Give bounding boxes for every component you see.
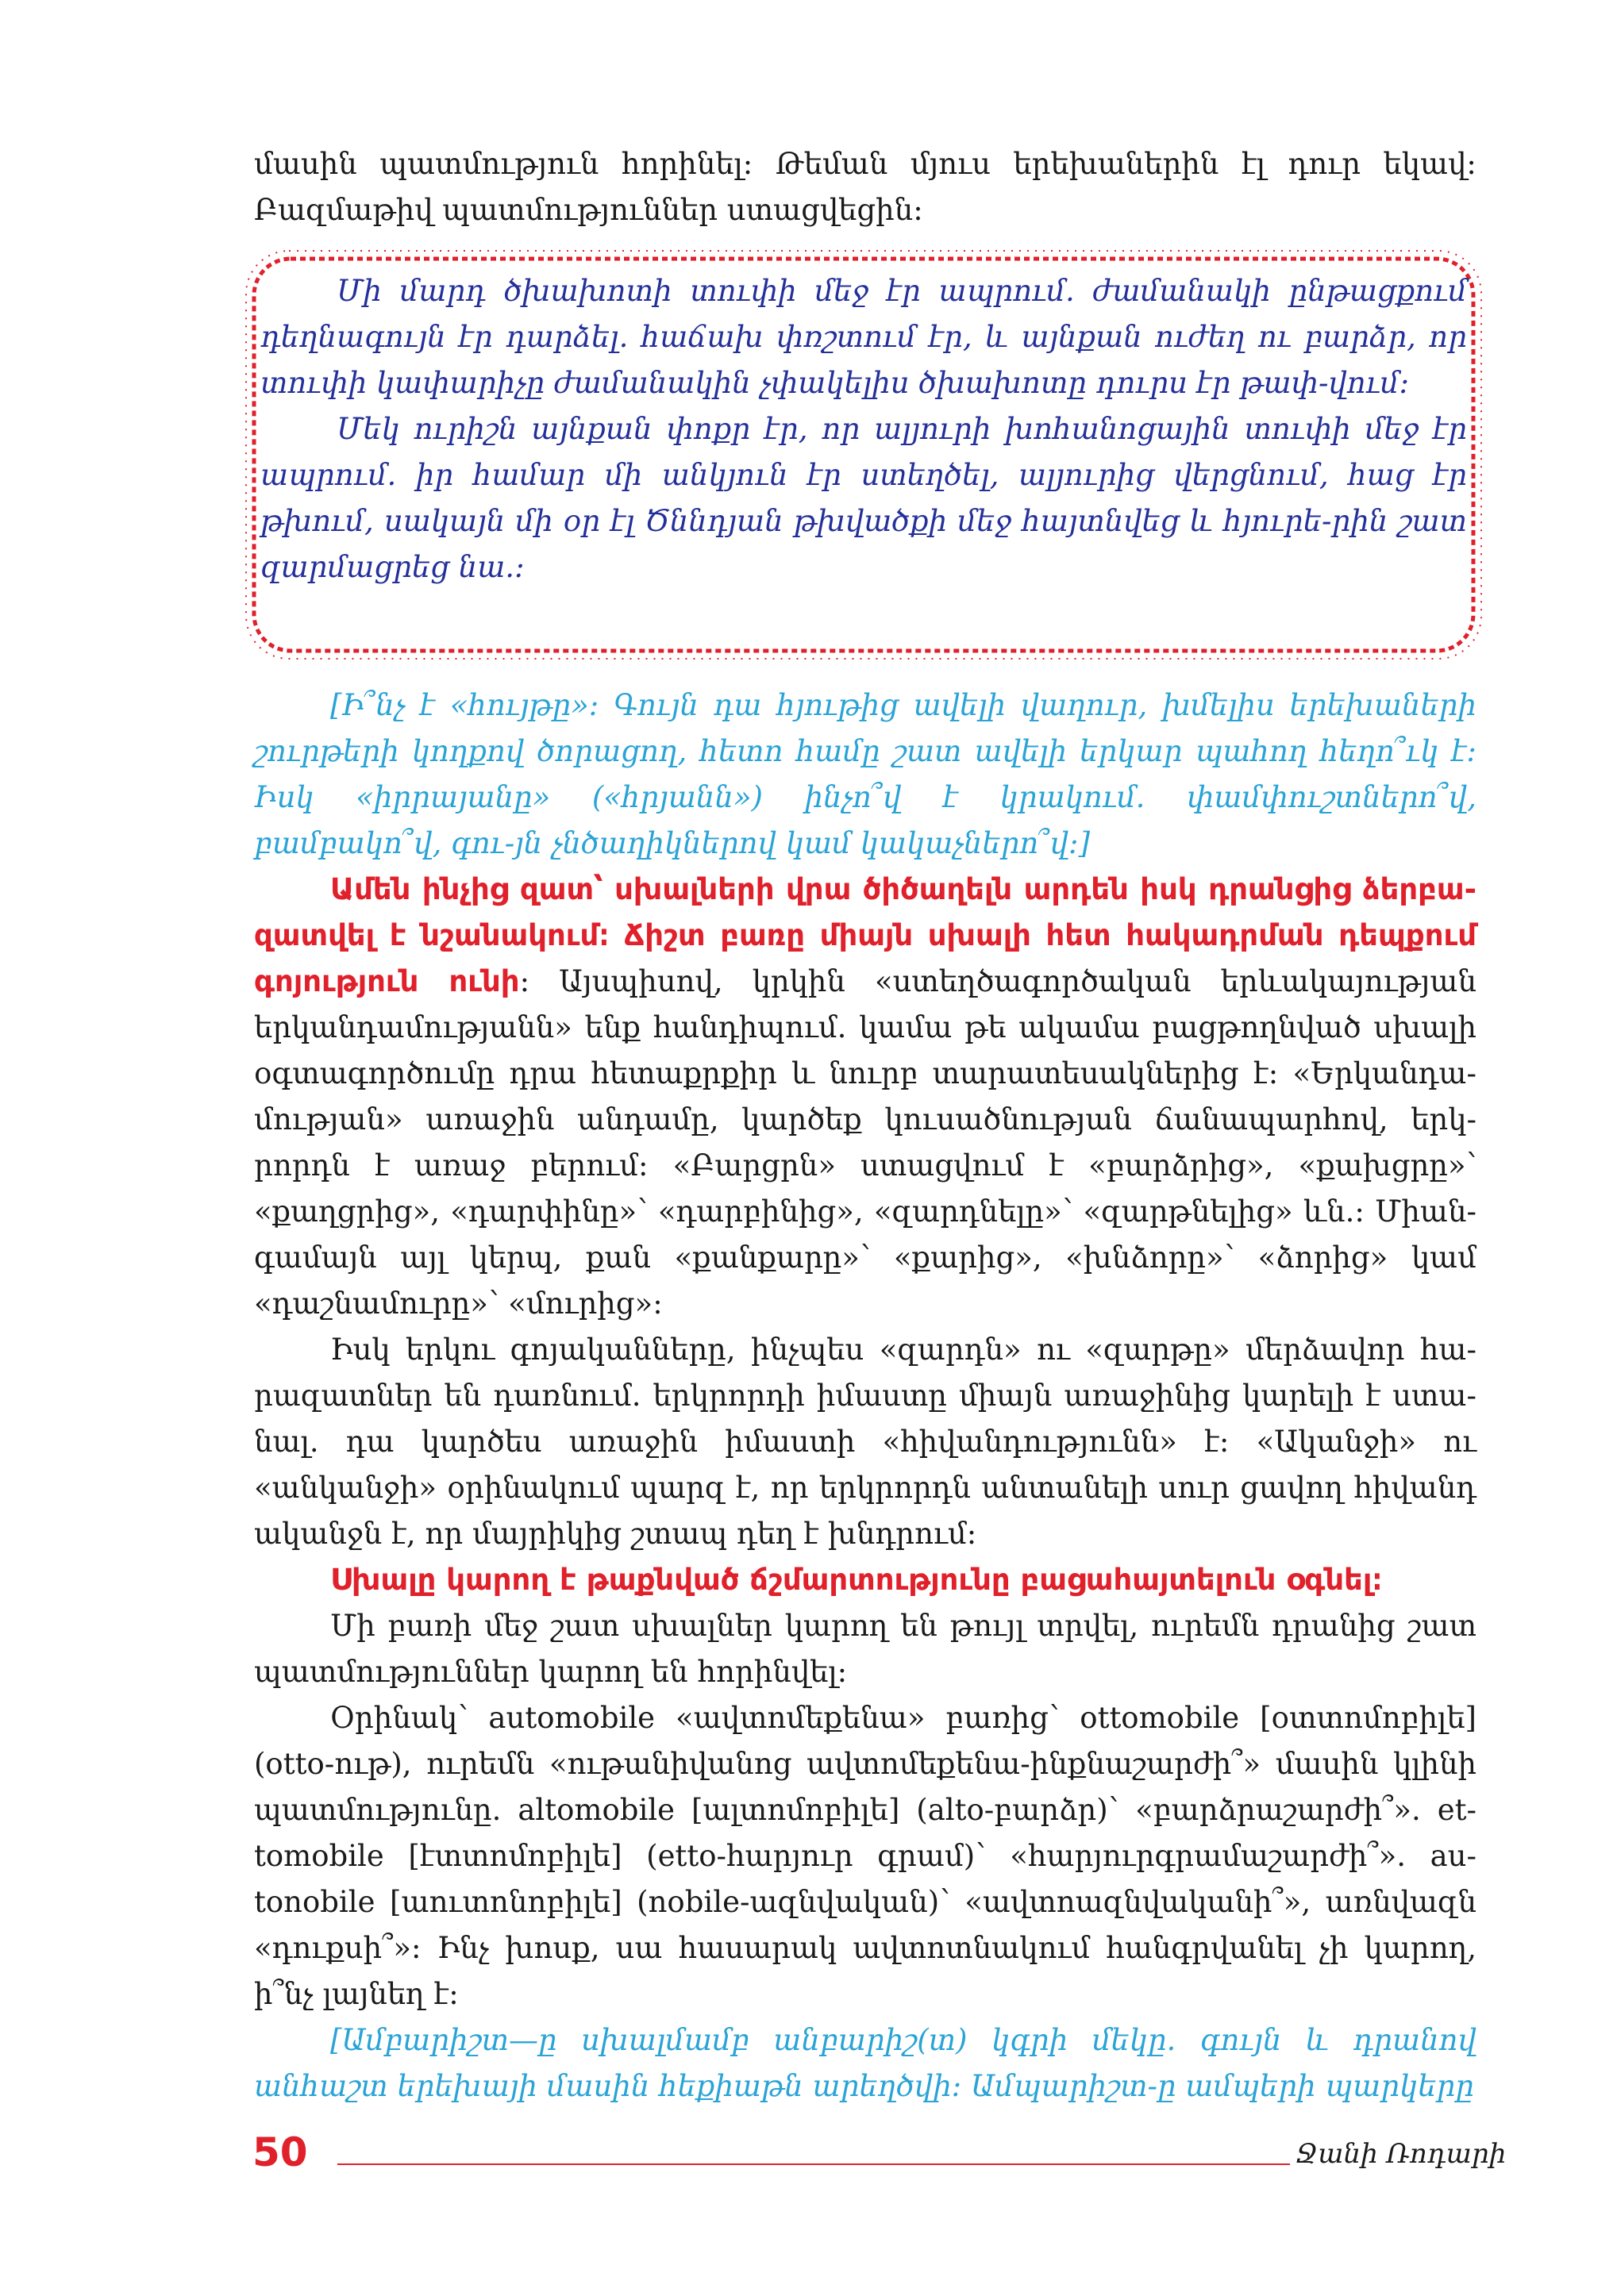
quote-text <box>260 268 1467 590</box>
quote-frame <box>244 249 1483 660</box>
paragraph-3: Մի բառի մեջ շատ սխալներ կարող են թույլ տրվել, ուրեմն դրանից շատ պատմություններ կարող են հորինվել։ <box>254 1609 1476 1689</box>
paragraph-2: Իսկ երկու գոյականները, ինչպես «զարդն» ու «զարթը» մերձավոր հա-րազատներ են դառնում. երկրորդի իմաստը միայն առաջինից կարելի է ստա-նալ. դա կարծես առաջին իմաստի «հիվանդությունն» է։ «Ականջի» ու «անկանջի» օրինակում պարզ է, որ երկրորդն անտանելի սուր ցավող հիվանդ ականջն է, որ մայրիկից շտապ դեղ է խնդրում։ <box>254 1333 1476 1551</box>
red-heading: Սխալը կարող է թաքնված ճշմարտությունը բացահայտելուն օգնել։ <box>330 1563 1383 1597</box>
footer-author: Ջանի Ռոդարի <box>1296 2138 1507 2170</box>
quote-paragraph-2: Մեկ ուրիշն այնքան փոքր էր, որ ալյուրի խոհանոցային տուփի մեջ էր ապրում. իր համար մի անկյուն էր ստեղծել, ալյուրից վերցնում, հաց էր թխում, սակայն մի օր էլ Ծննդյան թխվածքի մեջ հայտնվեց և հյուրե-րին շատ զարմացրեց նա.։ <box>260 412 1467 584</box>
footer-divider <box>337 2163 1290 2165</box>
page-number: 50 <box>252 2129 308 2175</box>
editor-note-2: [Ամբարիշտ—ը սխալմամբ անբարիշ(տ) կգրի մեկը. գույն և դրանով անհաշտ երեխայի մասին հեքիաթն արեղծվի։ Ամպարիշտ-ը ամպերի պարկերը <box>254 2023 1476 2103</box>
paragraph-4: Օրինակ՝ automobile «ավտոմեքենա» բառից՝ ottomobile [օտտոմոբիլե] (otto-ութ), ուրեմն «ութանիվանոց ավտոմեքենա-ինքնաշարժի՞» մասին կլինի պատմությունը. altomobile [ալտոմոբիլե] (alto-բարձր)՝ «բարձրաշարժի՞». et-tomobile [էտտոմոբիլե] (etto-հարյուր գրամ)՝ «հարյուրգրամաշարժի՞». au-tonobile [աուտոնոբիլե] (nobile-ազնվական)՝ «ավտոազնվականի՞», առնվազն «դուքսի՞»։ Ինչ խոսք, սա հասարակ ավտոտնակում հանգրվանել չի կարող, ի՞նչ լայնեղ է։ <box>254 1701 1476 2011</box>
paragraph-1 <box>254 867 1476 1327</box>
paragraph-1-text: ։ Այսպիսով, կրկին «ստեղծագործական երևակայության երկանդամությանն» ենք հանդիպում. կամա թե ակամա բացթողնված սխալի օգտագործումը դրա հետաքրքիր և նուրբ տարատեսակներից է։ «Երկանդա-մության» առաջին անդամը, կարծեք կուսածնության ճանապարհով, երկ-րորդն է առաջ բերում։ «Բարցրն» ստացվում է «բարձրից», «քախցրը»՝ «քաղցրից», «դարփինը»՝ «դարբինից», «զարդնելը»՝ «զարթնելից» ևն.։ Միան-գամայն այլ կերպ, քան «քանքարը»՝ «քարից», «խնձորը»՝ «ձորից» կամ «դաշնամուրը»՝ «մուրից»։ <box>254 964 1476 1321</box>
highlighted-statement: Ամեն ինչից զատ՝ սխալների վրա ծիծաղելն արդեն իսկ դրանցից ձերբա-զատվել է նշանակում։ Ճիշտ բառը միայն սխալի հետ հակադրման դեպքում գոյություն ունի <box>254 872 1476 998</box>
quote-paragraph-1: Մի մարդ ծխախոտի տուփի մեջ էր ապրում. ժամանակի ընթացքում դեղնագույն էր դարձել. հաճախ փռշտում էր, և այնքան ուժեղ ու բարձր, որ տուփի կափարիչը ժամանակին չփակելիս ծխախոտը դուրս էր թափ-վում։ <box>260 274 1467 400</box>
editor-note-1: [Ի՞նչ է «հույթը»։ Գույն դա հյութից ավելի վաղուր, խմելիս երեխաների շուրթերի կողքով ծորացող, հետո համը շատ ավելի երկար պահող հեղո՞ւկ է։ Իսկ «իրրայանը» («հրյանն») ինչո՞վ է կրակում. փամփուշտներո՞վ, բամբակո՞վ, գու-յն չնծաղիկներով կամ կակաչներո՞վ։] <box>254 688 1476 860</box>
main-text <box>254 683 1476 2109</box>
intro-paragraph <box>254 141 1476 233</box>
intro-text: մասին պատմություն հորինել։ Թեման մյուս երեխաներին էլ դուր եկավ։ Բազմաթիվ պատմություններ ստացվեցին։ <box>254 147 1476 227</box>
